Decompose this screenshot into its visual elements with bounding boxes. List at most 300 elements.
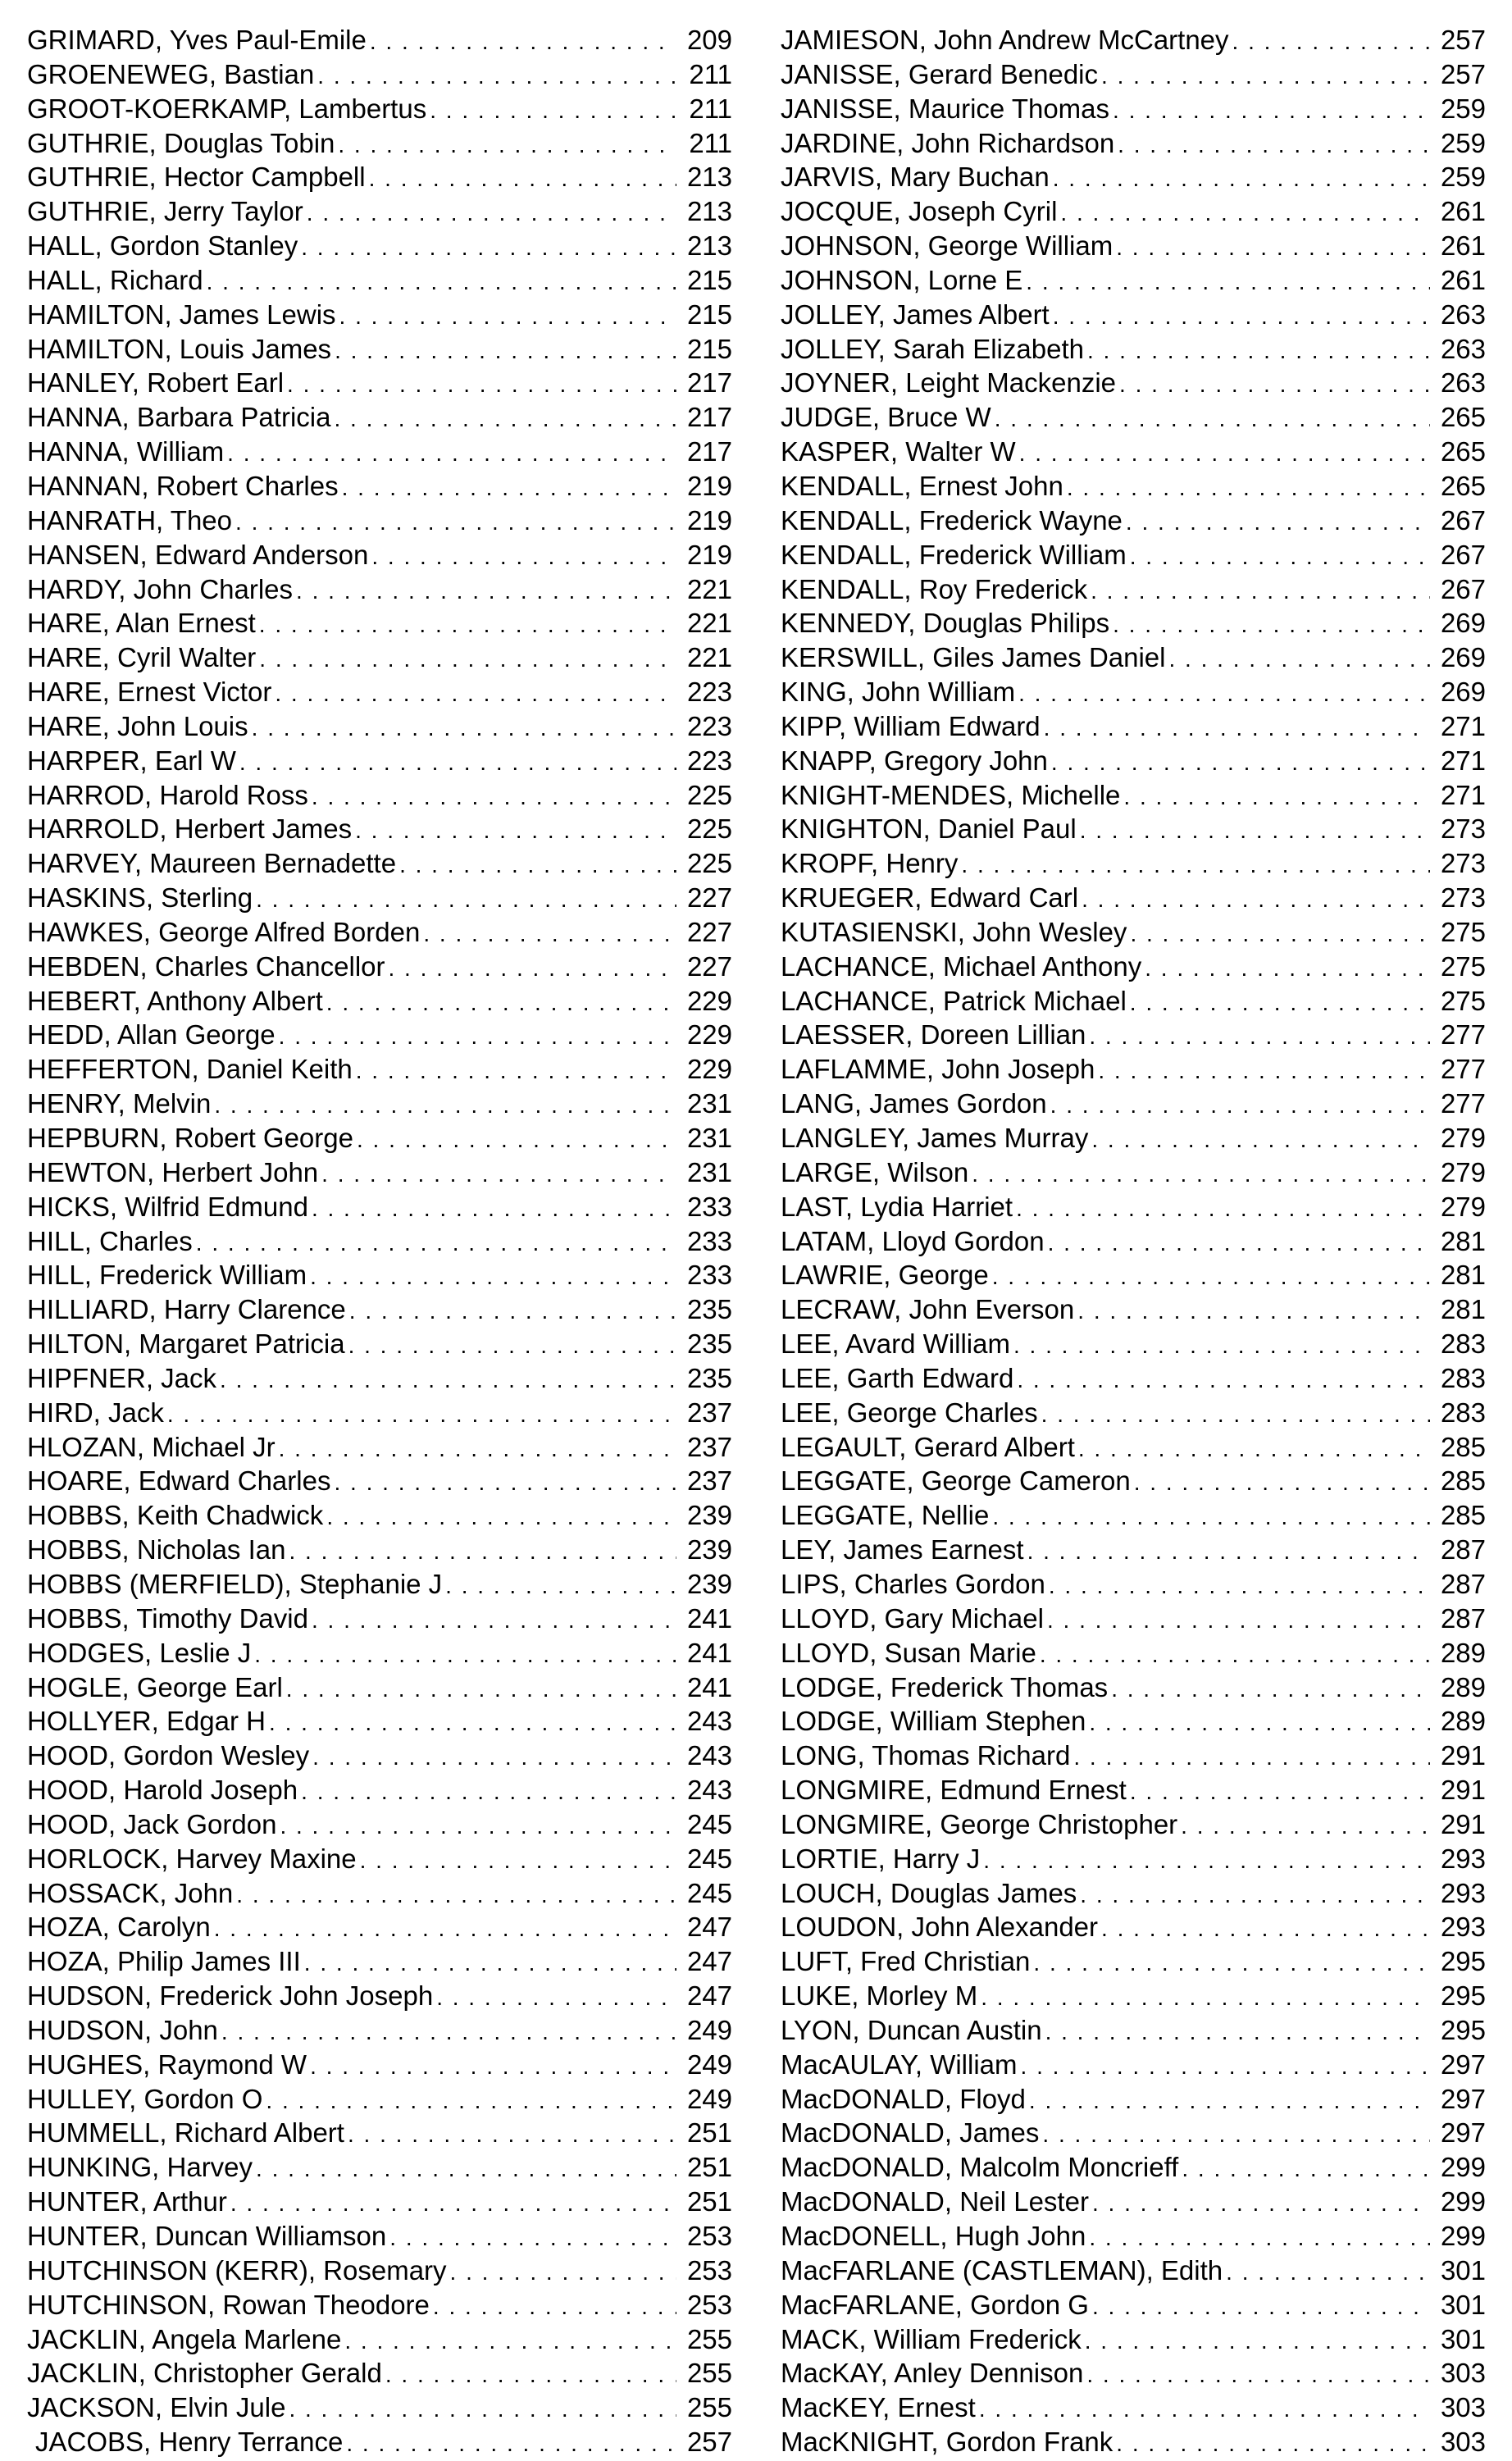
entry-page-number: 213 [686,196,732,227]
dot-leader [339,299,676,334]
index-entry [781,1944,1486,1979]
entry-name: HARE, Ernest Victor [27,677,272,708]
index-entry [27,298,732,332]
entry-name: KIPP, William Edward [781,710,1041,741]
index-entry [781,1739,1486,1773]
dot-leader [301,1775,676,1809]
index-entry [781,57,1486,92]
index-entry [781,606,1486,640]
index-entry [781,744,1486,778]
entry-name: MacFARLANE (CASTLEMAN), Edith [781,2254,1223,2286]
entry-page-number: 261 [1440,196,1486,227]
index-entry [27,1979,732,2013]
dot-leader [235,505,676,540]
entry-page-number: 293 [1440,1843,1486,1874]
entry-page-number: 297 [1440,2083,1486,2114]
entry-name: HOZA, Philip James III [27,1946,301,1977]
index-entry [781,1155,1486,1190]
dot-leader [275,677,676,711]
entry-name: LEE, Avard William [781,1328,1010,1360]
entry-page-number: 303 [1440,2392,1486,2423]
entry-name: HUMMELL, Richard Albert [27,2117,344,2149]
entry-page-number: 303 [1440,2427,1486,2458]
dot-leader [1092,2186,1430,2221]
entry-page-number: 267 [1440,504,1486,535]
dot-leader [254,1638,676,1672]
dot-leader [1021,2049,1430,2084]
entry-name: HANNAN, Robert Charles [27,470,339,501]
entry-name: HAMILTON, Louis James [27,333,332,364]
index-entry [781,881,1486,915]
index-entry [27,778,732,813]
index-column-left [27,23,732,2459]
dot-leader [1113,93,1430,128]
entry-name: HUTCHINSON (KERR), Rosemary [27,2254,447,2286]
entry-page-number: 233 [686,1225,732,1256]
index-entry [27,572,732,607]
index-entry [781,1190,1486,1224]
entry-name: HAMILTON, James Lewis [27,299,336,330]
entry-page-number: 215 [686,264,732,295]
dot-leader [335,334,676,368]
entry-name: JOHNSON, George William [781,230,1114,262]
index-entry [781,2116,1486,2150]
entry-name: HUNTER, Duncan Williamson [27,2221,387,2251]
dot-leader [344,2324,676,2358]
entry-page-number: 221 [686,608,732,639]
entry-page-number: 227 [686,916,732,947]
dot-leader [266,2084,676,2118]
entry-name: LAST, Lydia Harriet [781,1191,1013,1222]
dot-leader [269,1706,676,1740]
index-entry [781,2048,1486,2082]
index-entry [27,2425,732,2459]
index-entry [781,2185,1486,2219]
index-entry [27,229,732,263]
index-entry [781,332,1486,367]
entry-page-number: 287 [1440,1568,1486,1599]
index-entry [27,2048,732,2082]
index-entry [781,950,1486,984]
entry-name: LECRAW, John Everson [781,1294,1075,1325]
entry-name: LORTIE, Harry J [781,1843,981,1874]
entry-name: HALL, Gordon Stanley [27,230,298,262]
dot-leader [1080,1878,1430,1912]
index-entry [27,2356,732,2390]
entry-name: HULLEY, Gordon O [27,2083,263,2114]
index-entry [781,263,1486,298]
index-entry [27,160,732,194]
dot-leader [370,25,676,59]
entry-name: JUDGE, Bruce W [781,402,991,433]
entry-page-number: 237 [686,1397,732,1428]
index-entry [27,538,732,572]
dot-leader [355,813,676,848]
entry-page-number: 257 [686,2427,732,2458]
entry-name: MacDONALD, Malcolm Moncrieff [781,2152,1179,2183]
index-entry [27,23,732,57]
index-entry [27,1258,732,1292]
index-entry [27,1773,732,1807]
entry-name: GROOT-KOERKAMP, Lambertus [27,93,427,124]
dot-leader [256,882,676,917]
dot-leader [1078,1432,1430,1466]
index-entry [27,1052,732,1087]
index-entry [27,2185,732,2219]
index-entry [27,1910,732,1944]
entry-name: HAWKES, George Alfred Borden [27,916,421,947]
entry-name: HARE, Alan Ernest [27,608,256,639]
entry-name: JARVIS, Mary Buchan [781,162,1050,193]
entry-page-number: 285 [1440,1500,1486,1531]
entry-page-number: 275 [1440,985,1486,1016]
entry-page-number: 217 [686,436,732,467]
index-entry [781,915,1486,950]
entry-name: HUNTER, Arthur [27,2186,227,2217]
entry-name: HOLLYER, Edgar H [27,1706,266,1737]
entry-name: MacKNIGHT, Gordon Frank [781,2427,1114,2458]
entry-name: KUTASIENSKI, John Wesley [781,916,1127,947]
entry-name: MacKEY, Ernest [781,2392,976,2423]
entry-page-number: 289 [1440,1706,1486,1737]
entry-page-number: 277 [1440,1088,1486,1119]
dot-leader [1060,196,1430,230]
entry-page-number: 289 [1440,1671,1486,1702]
entry-name: MacDONELL, Hugh John [781,2221,1086,2251]
dot-leader [436,1980,676,2015]
dot-leader [239,745,676,780]
index-entry [781,2390,1486,2425]
dot-leader [317,59,676,93]
index-entry [27,2150,732,2185]
entry-name: HOBBS (MERFIELD), Stephanie J [27,1568,443,1599]
index-entry [27,1876,732,1911]
index-entry [27,469,732,504]
entry-page-number: 231 [686,1123,732,1153]
entry-page-number: 293 [1440,1877,1486,1908]
entry-page-number: 263 [1440,299,1486,330]
index-column-right [781,23,1486,2459]
index-entry [781,2425,1486,2459]
entry-page-number: 299 [1440,2152,1486,2183]
entry-name: LARGE, Wilson [781,1156,969,1187]
entry-page-number: 251 [686,2117,732,2149]
dot-leader [1029,2084,1430,2118]
entry-name: HUNKING, Harvey [27,2152,253,2183]
entry-name: LONGMIRE, George Christopher [781,1808,1178,1839]
index-entry [781,1807,1486,1842]
entry-page-number: 243 [686,1706,732,1737]
dot-leader [369,162,676,196]
entry-name: LONG, Thomas Richard [781,1740,1071,1771]
index-entry [781,298,1486,332]
dot-leader [1026,265,1430,299]
index-entry [781,1018,1486,1052]
entry-page-number: 281 [1440,1294,1486,1325]
index-entry [781,1327,1486,1361]
entry-name: LEE, Garth Edward [781,1362,1014,1393]
entry-page-number: 259 [1440,93,1486,124]
index-entry [27,2254,732,2288]
index-entry [27,2322,732,2357]
entry-page-number: 219 [686,539,732,570]
entry-page-number: 281 [1440,1225,1486,1256]
index-entry [27,2013,732,2048]
dot-leader [979,2392,1430,2427]
entry-name: HOBBS, Timothy David [27,1602,308,1634]
index-entry [27,2116,732,2150]
dot-leader [286,1672,676,1707]
entry-page-number: 253 [686,2254,732,2286]
index-entry [781,2356,1486,2390]
entry-name: HORLOCK, Harvey Maxine [27,1843,357,1874]
entry-page-number: 303 [1440,2358,1486,2389]
entry-name: KING, John William [781,677,1016,708]
entry-page-number: 229 [686,1054,732,1085]
entry-name: HARDY, John Charles [27,573,294,604]
index-entry [781,1842,1486,1876]
index-entry [27,1567,732,1602]
dot-leader [259,642,676,677]
dot-leader [1089,2221,1430,2255]
index-entry [781,435,1486,469]
entry-name: JOCQUE, Joseph Cyril [781,196,1058,227]
index-entry [781,675,1486,709]
entry-page-number: 237 [686,1465,732,1497]
index-entry [781,92,1486,126]
dot-leader [385,2358,676,2392]
dot-leader [221,2015,676,2049]
entry-name: JOLLEY, Sarah Elizabeth [781,333,1084,364]
dot-leader [334,402,676,436]
dot-leader [1091,574,1430,608]
index-entry [781,1533,1486,1567]
entry-name: HEPBURN, Robert George [27,1123,353,1153]
index-entry [27,1224,732,1259]
dot-leader [1082,882,1430,917]
entry-page-number: 219 [686,504,732,535]
entry-page-number: 279 [1440,1156,1486,1187]
dot-leader [1226,2255,1430,2290]
index-entry [27,1087,732,1121]
index-entry [27,1807,732,1842]
dot-leader [256,2152,676,2186]
entry-page-number: 225 [686,813,732,845]
dot-leader [389,951,677,986]
dot-leader [357,1123,676,1157]
entry-name: HEDD, Allan George [27,1019,276,1050]
index-entry [27,332,732,367]
dot-leader [995,402,1430,436]
index-entry [781,229,1486,263]
dot-leader [338,128,676,162]
entry-name: LANGLEY, James Murray [781,1123,1089,1153]
entry-page-number: 243 [686,1740,732,1771]
entry-name: MacDONALD, James [781,2117,1040,2149]
entry-name: HOOD, Harold Joseph [27,1775,298,1806]
index-entry [781,1979,1486,2013]
dot-leader [307,196,676,230]
dot-leader [1073,1740,1430,1775]
entry-page-number: 251 [686,2186,732,2217]
entry-name: HILL, Frederick William [27,1260,307,1291]
dot-leader [981,1980,1430,2015]
index-entry [27,1739,732,1773]
dot-leader [1116,230,1430,265]
entry-page-number: 269 [1440,608,1486,639]
entry-page-number: 269 [1440,642,1486,673]
entry-page-number: 261 [1440,230,1486,262]
entry-name: GRIMARD, Yves Paul-Emile [27,25,367,55]
entry-name: KASPER, Walter W [781,436,1016,467]
dot-leader [445,1569,676,1603]
entry-name: HARE, John Louis [27,710,248,741]
index-entry [27,1704,732,1739]
entry-name: MACK, William Frederick [781,2323,1082,2354]
entry-page-number: 301 [1440,2323,1486,2354]
entry-name: JACKLIN, Angela Marlene [27,2323,342,2354]
entry-name: LEY, James Earnest [781,1534,1024,1565]
entry-page-number: 297 [1440,2117,1486,2149]
entry-page-number: 239 [686,1534,732,1565]
entry-name: JOLLEY, James Albert [781,299,1050,330]
entry-page-number: 277 [1440,1019,1486,1050]
dot-leader [342,471,676,505]
dot-leader [1123,780,1430,814]
dot-leader [312,1192,676,1226]
dot-leader [1101,59,1430,93]
index-entry [27,744,732,778]
dot-leader [236,1878,676,1912]
entry-page-number: 263 [1440,333,1486,364]
entry-name: GUTHRIE, Hector Campbell [27,162,366,193]
index-entry [27,606,732,640]
dot-leader [280,1809,676,1843]
dot-leader [356,1054,676,1088]
dot-leader [1080,813,1430,848]
index-entry [27,640,732,675]
index-entry [27,2390,732,2425]
entry-page-number: 217 [686,402,732,433]
entry-page-number: 241 [686,1602,732,1634]
index-entry [781,2150,1486,2185]
dot-leader [167,1397,676,1432]
entry-page-number: 225 [686,848,732,879]
entry-name: GUTHRIE, Jerry Taylor [27,196,303,227]
entry-name: HARPER, Earl W [27,745,236,776]
entry-page-number: 235 [686,1328,732,1360]
index-entry [781,846,1486,881]
entry-page-number: 301 [1440,2289,1486,2320]
dot-leader [1017,1363,1430,1397]
entry-page-number: 211 [689,127,732,158]
index-entry [781,1464,1486,1498]
entry-page-number: 247 [686,1946,732,1977]
entry-page-number: 287 [1440,1534,1486,1565]
dot-leader [220,1363,676,1397]
entry-page-number: 239 [686,1568,732,1599]
index-entry [27,504,732,538]
entry-page-number: 273 [1440,882,1486,914]
index-entry [781,1704,1486,1739]
index-entry [781,2288,1486,2322]
entry-page-number: 211 [689,93,732,124]
index-entry [781,1224,1486,1259]
entry-page-number: 291 [1440,1808,1486,1839]
dot-leader [1116,2427,1430,2461]
dot-leader [1053,299,1430,334]
entry-name: HODGES, Leslie J [27,1637,252,1668]
entry-page-number: 231 [686,1088,732,1119]
entry-page-number: 257 [1440,58,1486,89]
entry-name: JACKSON, Elvin Jule [27,2392,286,2423]
dot-leader [312,1740,676,1775]
entry-name: HOBBS, Keith Chadwick [27,1500,324,1531]
dot-leader [1089,1706,1430,1740]
dot-leader [312,780,676,814]
dot-leader [1033,1946,1430,1980]
entry-name: LAESSER, Doreen Lillian [781,1019,1086,1050]
entry-name: KROPF, Henry [781,848,959,879]
index-entry [27,400,732,435]
entry-page-number: 229 [686,985,732,1016]
index-entry [781,812,1486,846]
index-entry [781,1361,1486,1396]
dot-leader [430,93,676,128]
entry-name: JAMIESON, John Andrew McCartney [781,25,1229,55]
dot-leader [326,1500,676,1534]
index-entry [781,1121,1486,1155]
index-entry [781,1773,1486,1807]
dot-leader [196,1226,676,1260]
dot-leader [1040,1638,1430,1672]
entry-page-number: 213 [686,162,732,193]
entry-page-number: 235 [686,1294,732,1325]
entry-name: HARROD, Harold Ross [27,779,308,810]
dot-leader [450,2255,676,2290]
entry-name: HANNA, William [27,436,225,467]
entry-name: HOBBS, Nicholas Ian [27,1534,286,1565]
entry-page-number: 275 [1440,950,1486,982]
index-entry [27,1155,732,1190]
dot-leader [301,230,676,265]
entry-name: HALL, Richard [27,264,203,295]
index-entry [27,57,732,92]
index-entry [781,1258,1486,1292]
index-entry [781,126,1486,161]
index-entry [27,1430,732,1465]
index-entry [781,504,1486,538]
index-entry [27,1190,732,1224]
entry-page-number: 249 [686,2083,732,2114]
entry-name: HEBERT, Anthony Albert [27,985,323,1016]
entry-name: HIPFNER, Jack [27,1362,217,1393]
index-entry [781,1567,1486,1602]
dot-leader [304,1946,676,1980]
entry-page-number: 263 [1440,367,1486,399]
entry-name: LEE, George Charles [781,1397,1038,1428]
entry-name: LEGGATE, Nellie [781,1500,990,1531]
dot-leader [1169,642,1431,677]
entry-page-number: 285 [1440,1465,1486,1497]
entry-name: MacKAY, Anley Dennison [781,2358,1084,2389]
entry-page-number: 291 [1440,1775,1486,1806]
index-entry [27,1018,732,1052]
entry-page-number: 295 [1440,1946,1486,1977]
entry-page-number: 251 [686,2152,732,2183]
index-entry [27,92,732,126]
entry-name: HUDSON, Frederick John Joseph [27,1980,434,2012]
